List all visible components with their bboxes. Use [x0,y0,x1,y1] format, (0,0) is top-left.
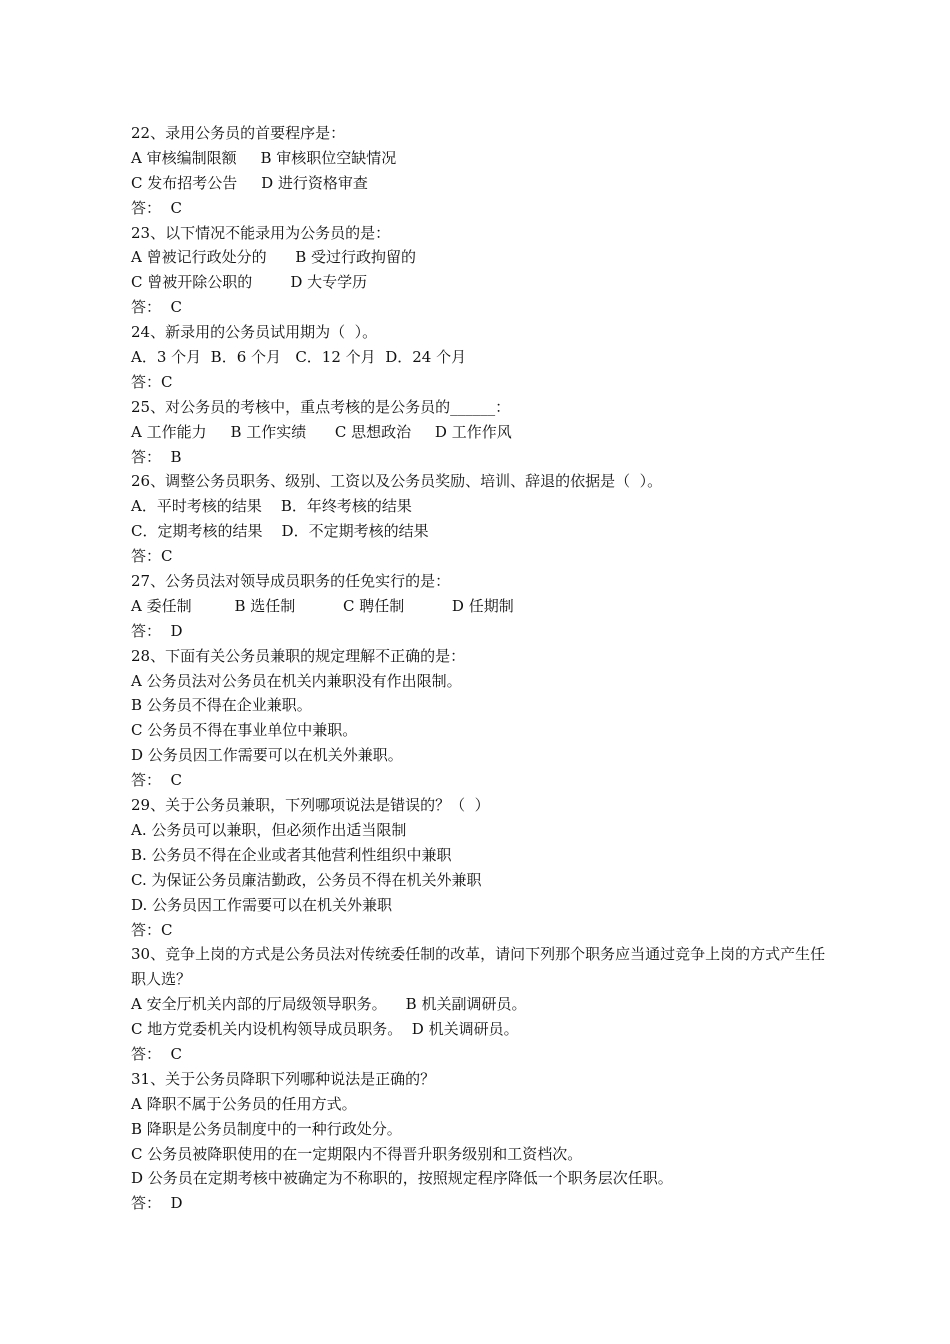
question-title: 29、关于公务员兼职，下列哪项说法是错误的？（ ） [131,796,490,815]
question-29 [131,793,831,942]
option-line: D 公务员因工作需要可以在机关外兼职。 [131,746,403,765]
option-line: B 公务员不得在企业兼职。 [131,696,312,715]
option-line: A．3 个月 B．6 个月 C．12 个月 D．24 个月 [131,348,467,367]
question-title: 28、下面有关公务员兼职的规定理解不正确的是： [131,646,466,665]
option-line: A．平时考核的结果 B．年终考核的结果 [131,497,412,516]
answer: 答： C [131,771,183,790]
option-line: A 委任制 B 选任制 C 聘任制 D 任期制 [131,596,514,615]
answer: 答： D [131,1194,183,1213]
question-31 [131,1067,831,1216]
answer: 答： C [131,298,183,317]
question-title: 31、关于公务员降职下列哪种说法是正确的？ [131,1069,436,1088]
option-line: A 降职不属于公务员的任用方式。 [131,1094,357,1113]
option-line: A 公务员法对公务员在机关内兼职没有作出限制。 [131,671,462,690]
question-27 [131,569,831,644]
option-line: B. 公务员不得在企业或者其他营利性组织中兼职 [131,845,452,864]
option-line: C 公务员被降职使用的在一定期限内不得晋升职务级别和工资档次。 [131,1144,583,1163]
question-title: 24、新录用的公务员试用期为（ ）。 [131,323,378,342]
answer: 答：C [131,547,173,566]
option-line: A 工作能力 B 工作实绩 C 思想政治 D 工作作风 [131,422,512,441]
question-25 [131,395,831,470]
question-28 [131,644,831,793]
answer: 答： C [131,198,183,217]
option-line: A 安全厅机关内部的厅局级领导职务。 B 机关副调研员。 [131,995,527,1014]
option-line: A 曾被记行政处分的 B 受过行政拘留的 [131,248,417,267]
question-title: 26、调整公务员职务、级别、工资以及公务员奖励、培训、辞退的依据是（ ）。 [131,472,663,491]
question-title: 30、竞争上岗的方式是公务员法对传统委任制的改革，请问下列那个职务应当通过竞争上岗的方式产生任职人选？ [131,945,826,989]
question-24 [131,320,831,395]
option-line: D 公务员在定期考核中被确定为不称职的，按照规定程序降低一个职务层次任职。 [131,1169,673,1188]
option-line: C 地方党委机关内设机构领导成员职务。 D 机关调研员。 [131,1020,519,1039]
option-line: B 降职是公务员制度中的一种行政处分。 [131,1119,402,1138]
option-line: A. 公务员可以兼职，但必须作出适当限制 [131,820,407,839]
question-22 [131,121,831,221]
option-line: D. 公务员因工作需要可以在机关外兼职 [131,895,393,914]
option-line: C 公务员不得在事业单位中兼职。 [131,721,358,740]
question-title: 27、公务员法对领导成员职务的任免实行的是： [131,572,451,591]
option-line: A 审核编制限额 B 审核职位空缺情况 [131,148,397,167]
question-title: 23、以下情况不能录用为公务员的是： [131,223,391,242]
answer: 答： C [131,1044,183,1063]
document-page [131,121,831,1216]
answer: 答： B [131,447,182,466]
option-line: C．定期考核的结果 D．不定期考核的结果 [131,522,429,541]
question-title: 25、对公务员的考核中，重点考核的是公务员的______： [131,397,511,416]
option-line: C 发布招考公告 D 进行资格审查 [131,173,368,192]
question-30 [131,942,831,1066]
question-26 [131,469,831,569]
option-line: C. 为保证公务员廉洁勤政，公务员不得在机关外兼职 [131,870,482,889]
answer: 答： D [131,621,183,640]
question-23 [131,221,831,321]
answer: 答：C [131,372,173,391]
option-line: C 曾被开除公职的 D 大专学历 [131,273,368,292]
question-title: 22、录用公务员的首要程序是： [131,124,346,142]
answer: 答：C [131,920,173,939]
